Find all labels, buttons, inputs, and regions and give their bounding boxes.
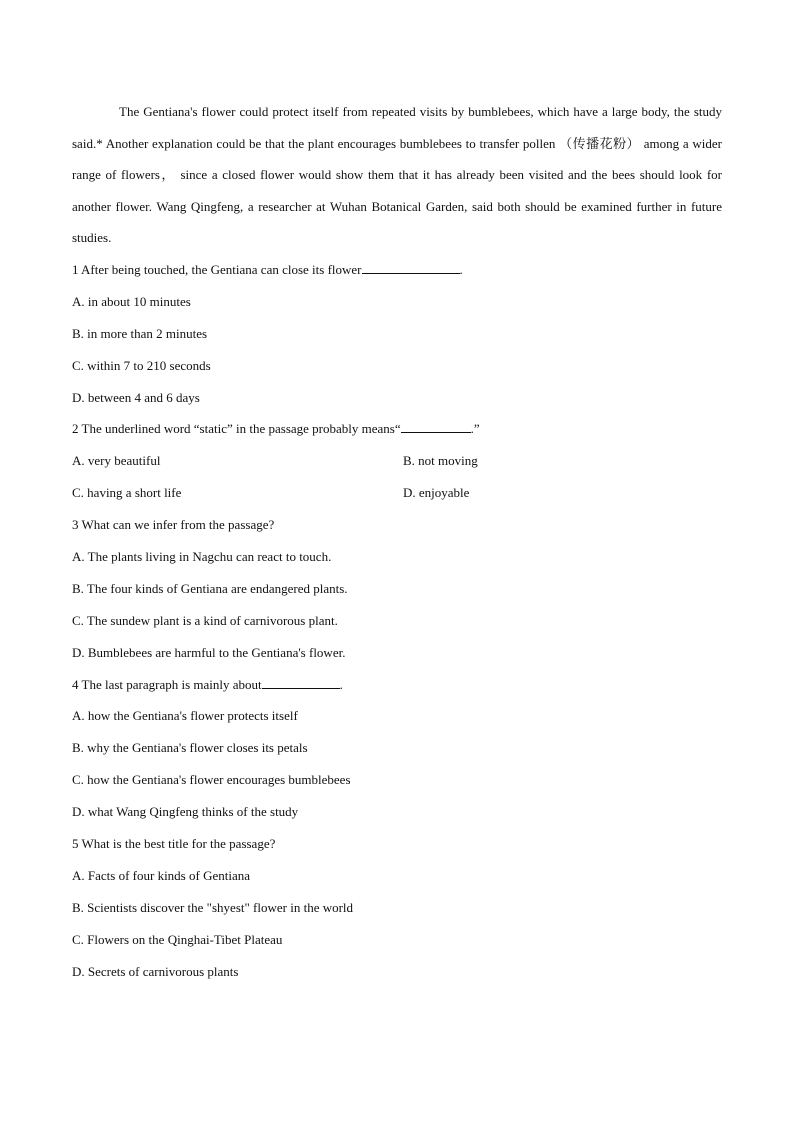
question-3-option-a: A. The plants living in Nagchu can react to touch. — [72, 548, 332, 564]
answer-blank — [362, 260, 460, 274]
question-2-stem — [72, 413, 722, 445]
question-4-option-a: A. how the Gentiana's flower protects itself — [72, 708, 298, 724]
question-5-option-c: C. Flowers on the Qinghai-Tibet Plateau — [72, 931, 283, 947]
question-1-option-b: B. in more than 2 minutes — [72, 325, 208, 341]
question-2-option-a: A. very beautiful — [72, 453, 161, 469]
document-page — [72, 96, 722, 987]
question-5-option-d: D. Secrets of carnivorous plants — [72, 963, 239, 979]
question-stem-text: 1 After being touched, the Gentiana can close its flower — [72, 261, 362, 277]
question-3-stem: 3 What can we infer from the passage? — [72, 517, 275, 533]
question-2-option-b: B. not moving — [403, 453, 478, 469]
question-2-options-row-2 — [72, 477, 722, 509]
answer-blank — [262, 675, 340, 689]
answer-blank — [401, 419, 471, 433]
question-3-option-d: D. Bumblebees are harmful to the Gentiana's flower. — [72, 644, 346, 660]
question-1-option-d: D. between 4 and 6 days — [72, 389, 200, 405]
question-1-option-c: C. within 7 to 210 seconds — [72, 357, 211, 373]
question-1-stem — [72, 254, 722, 286]
question-4-option-b: B. why the Gentiana's flower closes its petals — [72, 740, 308, 756]
passage-paragraph: The Gentiana's flower could protect itself from repeated visits by bumblebees, which have a large body, the study said.* Another explanation could be that the plant encourages bumblebees to transfer pollen （传播花粉） among a wider range of flowers， since a closed flower would show them that it has already been visited and the bees should look for another flower. Wang Qingfeng, a researcher at Wuhan Botanical Garden, said both should be examined further in future studies. — [72, 104, 722, 246]
question-stem-end: . — [339, 676, 343, 692]
question-stem-end: .” — [470, 421, 480, 437]
question-stem-text: 2 The underlined word “static” in the passage probably means“ — [72, 421, 401, 437]
question-2-option-d: D. enjoyable — [403, 485, 470, 501]
question-3-option-c: C. The sundew plant is a kind of carnivorous plant. — [72, 612, 338, 628]
question-5-option-a: A. Facts of four kinds of Gentiana — [72, 867, 250, 883]
question-2-options-row-1 — [72, 445, 722, 477]
question-4-option-d: D. what Wang Qingfeng thinks of the study — [72, 804, 299, 820]
question-stem-end: . — [459, 261, 463, 277]
question-1-option-a: A. in about 10 minutes — [72, 293, 191, 309]
question-5-stem: 5 What is the best title for the passage? — [72, 836, 276, 851]
question-4-option-c: C. how the Gentiana's flower encourages bumblebees — [72, 772, 351, 788]
question-5-option-b: B. Scientists discover the "shyest" flower in the world — [72, 899, 354, 915]
question-2-option-c: C. having a short life — [72, 485, 182, 501]
question-3-option-b: B. The four kinds of Gentiana are endangered plants. — [72, 580, 348, 596]
question-stem-text: 4 The last paragraph is mainly about — [72, 676, 262, 692]
question-4-stem — [72, 669, 722, 701]
